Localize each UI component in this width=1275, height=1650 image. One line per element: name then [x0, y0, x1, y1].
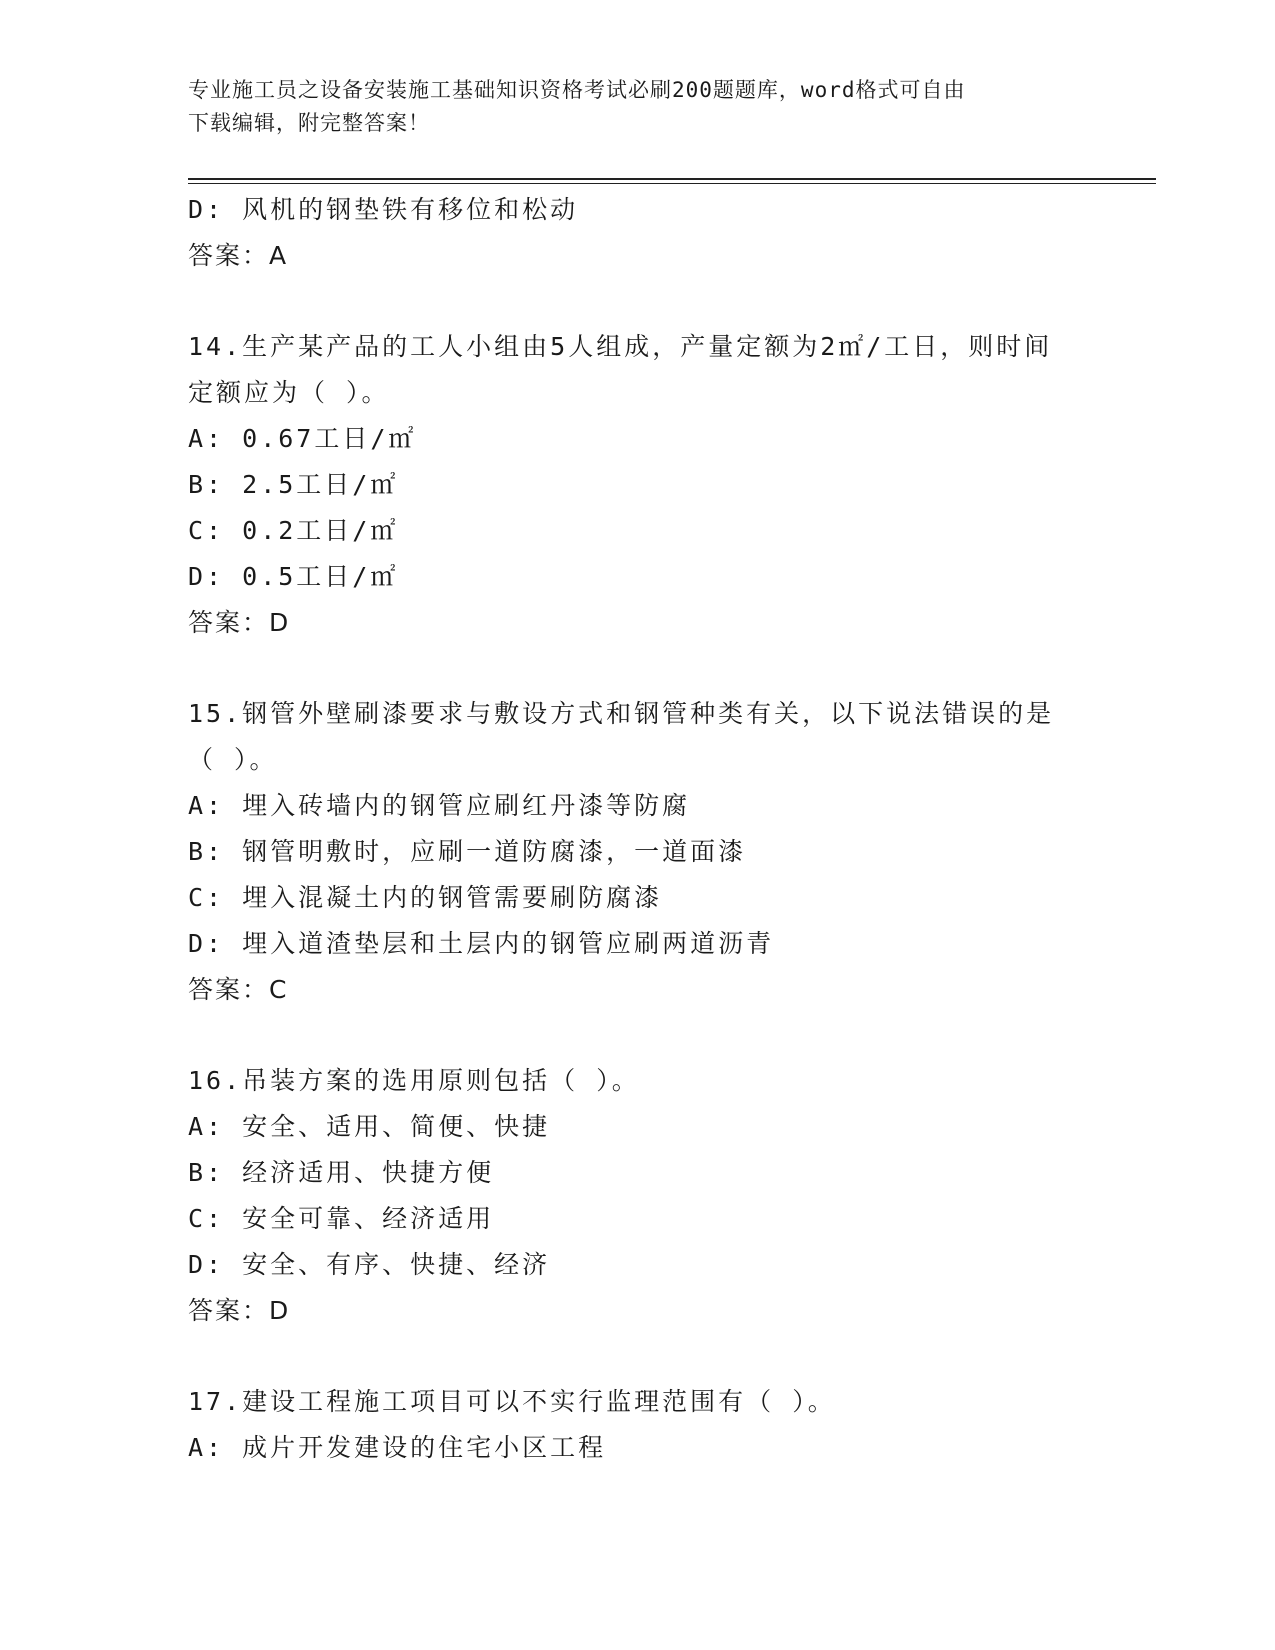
header-divider-thin [188, 183, 1156, 184]
question-15 [188, 691, 1088, 1013]
question-17-option-a: A: 成片开发建设的住宅小区工程 [188, 1433, 607, 1462]
question-14-stem-line-1: 14.生产某产品的工人小组由5人组成，产量定额为2㎡/工日，则时间 [188, 332, 1053, 361]
header-divider-thick [188, 178, 1156, 180]
question-16-stem-line-1: 16.吊装方案的选用原则包括（ ）。 [188, 1066, 640, 1095]
question-15-option-a: A: 埋入砖墙内的钢管应刷红丹漆等防腐 [188, 791, 691, 820]
page-header [188, 74, 1088, 140]
header-title-line-2: 下载编辑，附完整答案！ [188, 111, 430, 135]
question-14 [188, 324, 1088, 646]
question-14-option-d: D: 0.5工日/㎡ [188, 562, 399, 591]
question-14-option-a: A: 0.67工日/㎡ [188, 424, 417, 453]
question-16-option-d: D: 安全、有序、快捷、经济 [188, 1250, 551, 1279]
question-15-option-c: C: 埋入混凝土内的钢管需要刷防腐漆 [188, 883, 663, 912]
question-14-option-b: B: 2.5工日/㎡ [188, 470, 399, 499]
question-14-answer: 答案：D [188, 608, 291, 637]
question-spacer [188, 1334, 1088, 1379]
question-15-option-b: B: 钢管明敷时，应刷一道防腐漆，一道面漆 [188, 837, 747, 866]
question-13-option-d: D: 风机的钢垫铁有移位和松动 [188, 195, 579, 224]
question-15-stem-line-2: （ ）。 [188, 745, 278, 774]
question-16-option-b: B: 经济适用、快捷方便 [188, 1158, 495, 1187]
question-spacer [188, 279, 1088, 324]
question-15-option-d: D: 埋入道渣垫层和土层内的钢管应刷两道沥青 [188, 929, 775, 958]
question-16-option-c: C: 安全可靠、经济适用 [188, 1204, 495, 1233]
question-15-answer: 答案：C [188, 975, 289, 1004]
question-13-tail [188, 187, 1088, 279]
question-spacer [188, 646, 1088, 691]
question-spacer [188, 1013, 1088, 1058]
question-17-stem-line-1: 17.建设工程施工项目可以不实行监理范围有（ ）。 [188, 1387, 836, 1416]
header-title-line-1: 专业施工员之设备安装施工基础知识资格考试必刷200题题库，word格式可自由 [188, 78, 966, 102]
question-14-option-c: C: 0.2工日/㎡ [188, 516, 399, 545]
question-15-stem-line-1: 15.钢管外壁刷漆要求与敷设方式和钢管种类有关，以下说法错误的是 [188, 699, 1055, 728]
question-14-stem-line-2: 定额应为（ ）。 [188, 378, 390, 407]
question-16-answer: 答案：D [188, 1296, 291, 1325]
question-list [188, 187, 1088, 1471]
question-13-answer: 答案：A [188, 241, 289, 270]
question-17 [188, 1379, 1088, 1471]
question-16 [188, 1058, 1088, 1334]
question-16-option-a: A: 安全、适用、简便、快捷 [188, 1112, 551, 1141]
